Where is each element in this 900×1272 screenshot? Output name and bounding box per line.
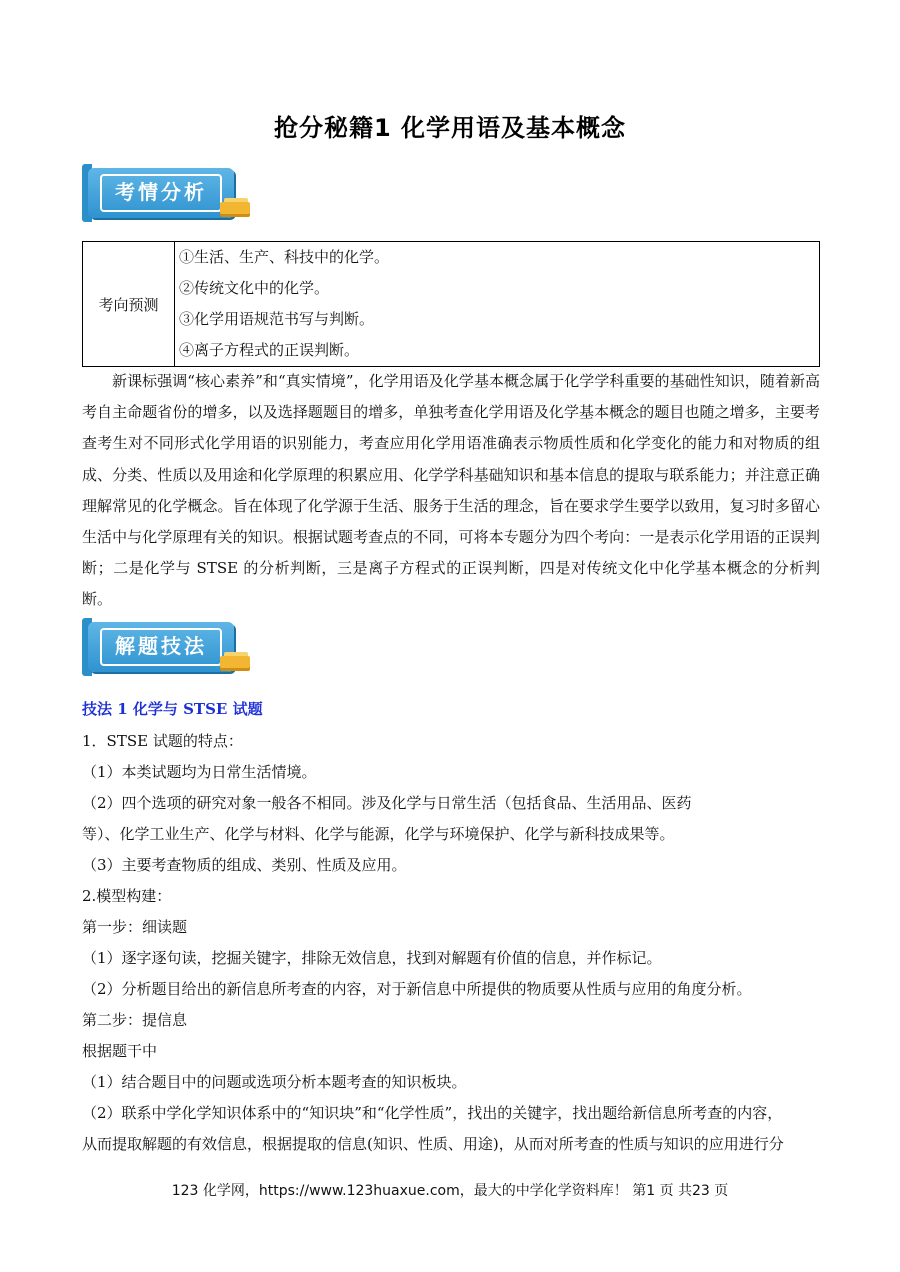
text-line: （1）结合题目中的问题或选项分析本题考查的知识板块。 [82, 1073, 467, 1091]
intro-paragraph [82, 366, 820, 616]
forecast-item: ③化学用语规范书写与判断。 [179, 310, 375, 328]
text-line: （1）本类试题均为日常生活情境。 [82, 763, 317, 781]
book-icon [220, 656, 250, 668]
text-line: （1）逐字逐句读，挖掘关键字，排除无效信息，找到对解题有价值的信息，并作标记。 [82, 949, 662, 967]
text-line: 从而提取解题的有效信息，根据提取的信息(知识、性质、用途)，从而对所考查的性质与知识的应用进行分 [82, 1135, 784, 1153]
skill-heading: 技法 1 化学与 STSE 试题 [82, 700, 263, 718]
section-banner-exam-analysis [82, 164, 250, 222]
banner-label: 考情分析 [115, 180, 207, 204]
banner-body [88, 622, 234, 672]
banner-body [88, 168, 234, 218]
text-line: 等）、化学工业生产、化学与材料、化学与能源，化学与环境保护、化学与新科技成果等。 [82, 825, 675, 843]
forecast-item: ①生活、生产、科技中的化学。 [179, 248, 390, 266]
intro-text: 新课标强调“核心素养”和“真实情境”，化学用语及化学基本概念属于化学学科重要的基础性知识，随着新高考自主命题省份的增多，以及选择题题目的增多，单独考查化学用语及化学基本概念的题目也随之增多，主要考查考生对不同形式化学用语的识别能力，考查应用化学用语准确表示物质性质和化学变化的能力和对物质的组成、分类、性质以及用途和化学原理的积累应用、化学学科基础知识和基本信息的提取与联系能力；并注意正确理解常见的化学概念。旨在体现了化学源于生活、服务于生活的理念，旨在要求学生要学以致用，复习时多留心生活中与化学原理有关的知识。根据试题考查点的不同，可将本专题分为四个考向：一是表示化学用语的正误判断；二是化学与 STSE 的分析判断，三是离子方程式的正误判断，四是对传统文化中化学基本概念的分析判断。 [82, 372, 820, 609]
section-banner-solving-methods [82, 618, 250, 676]
banner-label: 解题技法 [115, 634, 207, 658]
text-line: 根据题干中 [82, 1042, 158, 1060]
forecast-items [175, 242, 820, 367]
forecast-table [82, 241, 820, 367]
forecast-item: ②传统文化中的化学。 [179, 279, 330, 297]
text-line: （2）分析题目给出的新信息所考查的内容，对于新信息中所提供的物质要从性质与应用的角度分析。 [82, 980, 752, 998]
page-title: 抢分秘籍1 化学用语及基本概念 [273, 114, 627, 142]
text-line: 第二步：提信息 [82, 1011, 188, 1029]
text-line: （2）联系中学化学知识体系中的“知识块”和“化学性质”，找出的关键字，找出题给新信息所考查的内容， [82, 1104, 783, 1122]
forecast-key: 考向预测 [83, 242, 175, 367]
text-line: 第一步：细读题 [82, 918, 188, 936]
text-line: （3）主要考查物质的组成、类别、性质及应用。 [82, 856, 407, 874]
text-line: 2.模型构建： [82, 887, 172, 905]
book-icon [220, 202, 250, 214]
text-line: （2）四个选项的研究对象一般各不相同。涉及化学与日常生活（包括食品、生活用品、医药 [82, 794, 692, 812]
page-footer: 123 化学网，https://www.123huaxue.com，最大的中学化学资料库！ 第1 页 共23 页 [171, 1183, 729, 1199]
text-line: 1．STSE 试题的特点： [82, 732, 243, 750]
forecast-item: ④离子方程式的正误判断。 [179, 341, 360, 359]
